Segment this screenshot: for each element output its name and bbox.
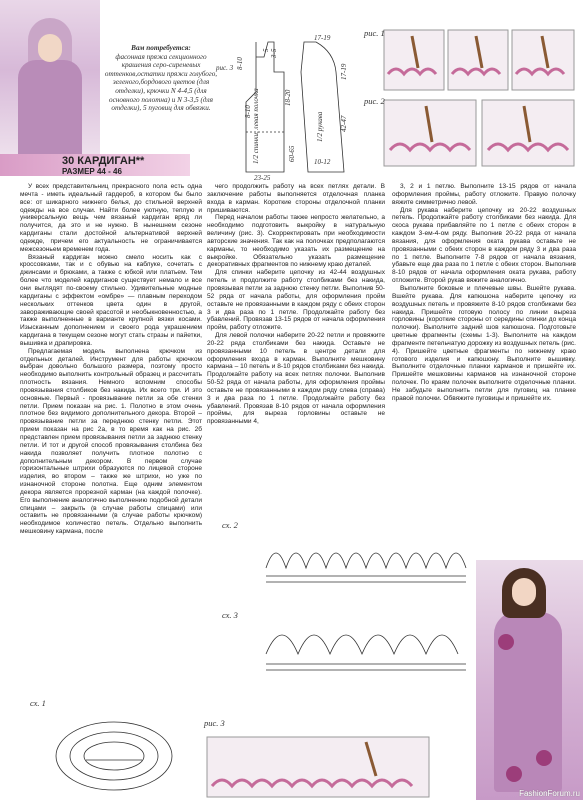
col2-paragraph: Для левой полочки наберите 20-22 петли и провяжите 20-22 ряда столбиками без накида. Оставьте не провязанными 10 петель в центре детали для оформления входа в карман. Выполните мешковину кармана – 10 петель и 8-10 рядов столбиками без накида. Продолжайте работу на всех петлях полочки. Выполнив 50-52 ряда от начала работы, для оформления проймы оставьте не провязанными в каждом ряду слева (справа) 3 и два раза по 1 петле. Продолжайте работу без убавлений. Провязав 8-10 рядов от начала оформления проймы, для выреза горловины оставьте не провязанными 4, — [207, 332, 385, 426]
flower-decoration — [506, 766, 522, 782]
model-photo-top — [0, 0, 100, 175]
pattern-label-1: 5 — [262, 48, 270, 52]
chart1-diagram — [46, 706, 182, 794]
text-column-3 — [392, 183, 576, 403]
pattern-label-7: 17-19 — [340, 63, 348, 80]
fig2-label: рис. 2 — [364, 96, 385, 106]
chart3-label: сх. 3 — [222, 610, 238, 620]
fig3-label: рис. 3 — [204, 718, 225, 728]
col2-paragraph: Перед началом работы также непросто желательно, а необходимо подготовить выкройку в натуральную величину (рис. 3). Скорректировать при необходимости авторские значения. Так как на полочках предполагаются карманы, то необходимо указать их размещение на выкройке. Обязательно указать размещение декоративных фрагментов по нижнему краю деталей. — [207, 214, 385, 269]
col1-paragraph: У всех представительниц прекрасного пола есть одна мечта - иметь идеальный гардероб, в котором бы было все: от шикарного нижнего белья, до стильной верхней одежды на все случаи. Найти более уютную, теплую и универсальную вещь чем вязаный кардиган вряд ли получится, да это и не нужно. В нынешнем сезоне кардиганы стали достойной альтернативой верхней одежде, причем его актуальность не ограничивается межсезоньем временем года. — [20, 183, 202, 253]
watermark: FashionForum.ru — [519, 789, 580, 798]
face-shape — [512, 578, 536, 606]
pattern-label-6: 1/2 спинки, левая полочка — [252, 88, 260, 164]
col2-paragraph: чего продолжить работу на всех петлях детали. В заключение работы выполняется отделочная планка входа в карман. Короткие стороны отделочной планки пришиваются. — [207, 183, 385, 214]
chart3-diagram — [262, 610, 472, 676]
pattern-label-11: 10-12 — [314, 158, 331, 166]
pattern-label-9: 1/2 рукава — [316, 111, 324, 142]
pattern-label-0: 8-10 — [236, 57, 244, 70]
col1-paragraph: Предлагаемая модель выполнена крючком из отдельных деталей. Инструмент для работы крючком выбран довольно большого размера, поэтому просто необходимо выполнить контрольный образец и рассчитать плотность вязания. Немного вспомним способы провязывания столбиков без накида. Их всего три. И это основные. Первый - провязывание петли за обе стенки петли. Прием показан на рис. 1. Полотно в этом очень плотное без видимого дополнительного декора. Второй – провязывание петли за переднюю стенку петли. Этот прием показан на рис 2а, в то время как на рис. 2б представлен прием провязывания петли за заднюю стенку петли. И тот и другой способ провязывания столбика без накида позволяет получить плотное полотно с дополнительным декором. В первом случае горизонтальные штрихи образуются по лицевой стороне изделия, во втором – также же штрихи, но уже по изнаночной стороне полотна. Еще одним элементом декора является прорезной карман (на каждой полочке). Его выполнение аналогично выполнению подобной детали спицами – закрыть (в случае работы спицами) или оставить не провязанными (в случае работы крючком) необходимое количество петель. Отдельно выполнить мешковину кармана, после — [20, 347, 202, 536]
col3-paragraph: Для рукава наберите цепочку из 20-22 воздушных петель. Продолжайте работу столбиками без накида. Для скоса рукава прибавляйте по 1 петле с обеих сторон в каждом 3-ем-4-ом ряду. Выполнив 20-22 ряда от начала вязания, для оформления оката рукава оставьте не провязанными с обеих сторон в каждом ряду 3 и два раза по 1 петле. Выполните 7-8 рядов от начала вязания, убавьте еще два раза по 1 петле с обеих сторон. Выполнив 8-10 рядов от начала оформления оката рукава, работу отложите. Второй рукав вяжите аналогично. — [392, 206, 576, 285]
pattern-diagram — [196, 32, 376, 182]
pattern-label-4: 8-10 — [244, 105, 252, 118]
article-title: 30 КАРДИГАН** — [62, 155, 145, 167]
fig2-illustrations — [384, 100, 574, 166]
model-photo-bottom — [476, 560, 583, 800]
fig1-label: рис. 1 — [364, 28, 385, 38]
chart2-diagram — [262, 528, 472, 586]
pattern-label-3: 17-19 — [314, 34, 331, 42]
pattern-fig-label: рис. 3 — [216, 64, 234, 72]
materials-text: фасонная пряжа секционного крашения серо-сиреневых оттенков,остатки пряжи голубого, зеленого,бордового цветов (для отделки), крючки N 4-4,5 (для основного полотна) и N 3-3,5 (для отделки), 5 пуговиц для обвязки. — [104, 52, 218, 113]
technique-figures — [364, 28, 577, 168]
crochet-technique-illustrations — [382, 28, 577, 168]
pattern-label-12: 23-25 — [254, 174, 271, 182]
flower-decoration — [536, 750, 552, 766]
pattern-label-5: 18-20 — [284, 89, 292, 106]
face-shape — [38, 34, 62, 62]
text-column-1 — [20, 183, 202, 536]
chart2-label: сх. 2 — [222, 520, 238, 530]
flower-decoration — [498, 634, 514, 650]
text-column-2 — [207, 183, 385, 426]
sleeve-pattern-outline — [301, 42, 344, 172]
col3-paragraph: Выполните боковые и плечевые швы. Вшейте рукава. Вшейте рукава. Для капюшона наберите цепочку из воздушных петель и провяжите 8-10 рядов столбиками без накида. Пришейте готовую полосу по линии выреза горловины (короткие стороны от середины спинки до конца полочки). Выполните задний шов капюшона. Подготовьте цветные фрагменты (схемы 1-3). Выполните на каждом фрагменте петельчатую дорожку из воздушных петель (рис. 4). Пришейте цветные фрагменты по нижнему краю готового изделия и капюшону. Выполните вышивку. Выполните отделочные планки карманов и пришейте их. Пришейте мешковины карманов на изнаночной стороне полочек. По краям полочек выполните отделочные планки. Не забудьте выполнить петли для пуговиц на планке правой полочки. Обвяжите пуговицы и пришейте их. — [392, 284, 576, 402]
pattern-label-2: 3-5 — [270, 48, 278, 58]
materials-label: Вам потребуется: — [131, 44, 191, 52]
pattern-label-8: 42-47 — [340, 115, 348, 132]
fig3-illustration — [206, 736, 430, 798]
col3-paragraph: 3, 2 и 1 петлю. Выполните 13-15 рядов от начала оформления проймы, работу отложите. Правую полочку вяжите симметрично левой. — [392, 183, 576, 206]
pattern-label-10: 60-65 — [288, 145, 296, 162]
size-label: РАЗМЕР 44 - 46 — [62, 167, 122, 176]
col1-paragraph: Вязаный кардиган можно смело носить как с кроссовками, так и с обувью на каблуке, сочетать с джинсами и брюками, а также с юбкой или платьем. Тем более что моделей кардиганов существует немало и все они выглядят по-своему стильно. Удивительные модные кардиганы с эффектом «омбре» — плавным переходом нескольких оттенков цвета один в другой, завораживающие своей красотой и необыкновенностью, а также выполненные в варианте крупной вязки косами. Изысканным дополнением и своего рода украшением кардигана в текущем сезоне могут стать стразы и пайетки, вышивка и драпировка. — [20, 253, 202, 347]
fig1-illustrations — [384, 30, 574, 90]
col2-paragraph: Для спинки наберите цепочку из 42-44 воздушных петель и продолжите работу столбиками без накида, провязывая петли за заднюю стенку петли. Выполнив 50-52 ряда от начала работы, для оформления пройм оставьте не провязанными в каждом ряду с обеих сторон 3 и два раза по 1 петле. Продолжайте работу без убавлений. Провязав 13-15 рядов от начала оформления пройм, работу отложите. — [207, 269, 385, 332]
chart1-label: сх. 1 — [30, 698, 46, 708]
